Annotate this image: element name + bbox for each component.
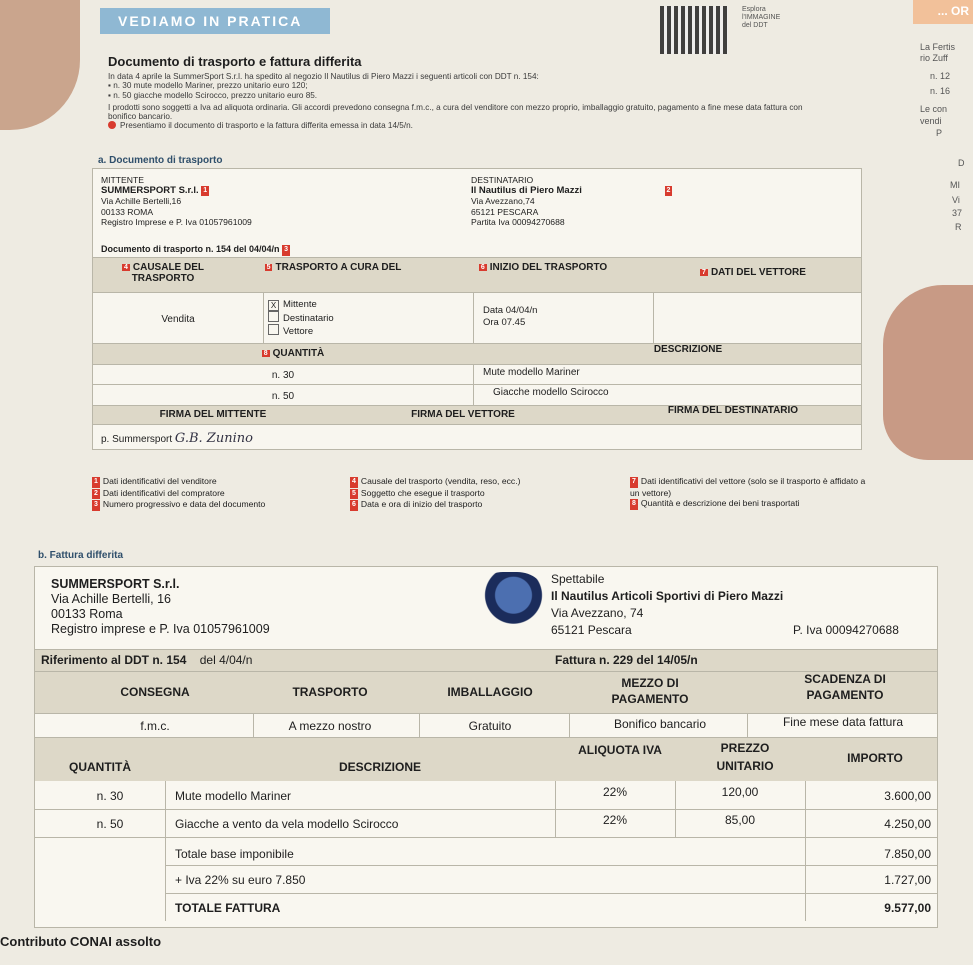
seller-block: SUMMERSPORT S.r.l. Via Achille Bertelli, 16 00133 Roma Registro imprese e P. Iva 01057961009 (51, 577, 270, 636)
grand-total-label: TOTALE FATTURA (175, 901, 281, 915)
bullet-icon (108, 121, 116, 129)
section-a-label: a. Documento di trasporto (98, 155, 223, 166)
qty-head: 8 QUANTITÀ (263, 348, 325, 359)
edge-fragment: vendi (920, 116, 942, 126)
line-qty: n. 30 (96, 789, 124, 803)
ddt-row-qty: n. 50 (271, 391, 295, 402)
buyer-vat: P. Iva 00094270688 (793, 623, 899, 637)
head-trasporto: 5 TRASPORTO A CURA DEL (266, 262, 402, 273)
legend-col-3: 7 Dati identificativi del vettore (solo se il trasporto è affidato a un vettore) 8 Quantità e descrizione dei beni trasportati (630, 476, 866, 508)
head-inizio: 6 INIZIO DEL TRASPORTO (480, 262, 608, 273)
head-causale: 4 CAUSALE DEL TRASPORTO (123, 262, 205, 284)
transport-checkboxes: X Mittente Destinatario Vettore (268, 299, 468, 337)
line-head: PREZZO UNITARIO (716, 741, 774, 773)
edge-fragment: 37 (952, 208, 963, 218)
sign-head: FIRMA DEL VETTORE (411, 409, 515, 420)
edge-fragment: Vi (952, 195, 960, 205)
edge-fragment: D (958, 158, 965, 168)
edge-fragment: P (936, 128, 943, 138)
hand-top-left (0, 0, 80, 130)
signature: G.B. Zunino (174, 431, 253, 446)
hand-right (883, 285, 973, 460)
terms-head: TRASPORTO (292, 685, 368, 699)
checkbox-mittente: X (268, 300, 279, 311)
edge-fragment: n. 12 (930, 71, 951, 81)
ddt-document (92, 168, 862, 450)
section-header-band: VEDIAMO IN PRATICA (100, 8, 330, 34)
ddt-number-line: Documento di trasporto n. 154 del 04/04/n 3 (101, 244, 288, 254)
terms-head: IMBALLAGGIO (447, 685, 533, 699)
terms-value: A mezzo nostro (288, 719, 372, 733)
terms-head: MEZZO DI PAGAMENTO (611, 676, 689, 706)
intro-text: In data 4 aprile la SummerSport S.r.l. ha spedito al negozio Il Nautilus di Piero Mazzi i seguenti articoli con DDT n. 154: ▪ n. 30 mute modello Mariner, prezzo unitario euro 120; ▪ n. 50 giacche modello Scirocco, prezzo unitario euro 85. I prodotti sono soggetti a Iva ad aliquota ordinaria. Gli accordi prevedono consegna f.m.c., a cura del venditore con mezzo proprio, imballaggio gratuito, pagamento a fine mese data fattura con bonifico bancario. Presentiamo il documento di trasporto e la fattura differita emessa in data 14/5/n. (108, 72, 803, 131)
section-b-label: b. Fattura differita (38, 550, 124, 561)
terms-value: Fine mese data fattura (782, 715, 904, 729)
sign-head: FIRMA DEL DESTINATARIO (667, 405, 799, 416)
corner-tab: ... OR (913, 0, 973, 24)
line-head: ALIQUOTA IVA (578, 743, 662, 757)
edge-fragment: R (955, 222, 962, 232)
line-qty: n. 50 (96, 817, 124, 831)
ddt-row-desc: Giacche modello Scirocco (493, 387, 609, 398)
line-price: 85,00 (724, 813, 756, 827)
grand-total-value: 9.577,00 (884, 901, 931, 915)
qr-code-icon (660, 6, 728, 54)
causale-value: Vendita (161, 314, 195, 325)
terms-head: CONSEGNA (120, 685, 190, 699)
buyer-block: Spettabile Il Nautilus Articoli Sportivi di Piero Mazzi Via Avezzano, 74 65121 Pescara (551, 572, 784, 637)
total-value: 1.727,00 (884, 873, 931, 887)
edge-fragment: Le con (920, 104, 948, 114)
checkbox-destinatario (268, 311, 279, 322)
line-rate: 22% (602, 813, 628, 827)
desc-head: DESCRIZIONE (653, 344, 723, 355)
total-label: Totale base imponibile (175, 847, 294, 861)
terms-value: f.m.c. (140, 719, 170, 733)
line-amount: 3.600,00 (884, 789, 931, 803)
terms-head: SCADENZA DI PAGAMENTO (804, 672, 886, 702)
edge-fragment: n. 16 (930, 86, 951, 96)
edge-fragment: MI (950, 180, 960, 190)
line-head: IMPORTO (847, 751, 903, 765)
total-label: + Iva 22% su euro 7.850 (175, 873, 306, 887)
legend-col-1: 1 Dati identificativi del venditore 2 Dati identificativi del compratore 3 Numero progressivo e data del documento (94, 476, 266, 509)
page-title: Documento di trasporto e fattura differita (108, 54, 362, 69)
line-desc: Giacche a vento da vela modello Scirocco (175, 817, 399, 831)
edge-fragment: La Fertis (920, 42, 956, 52)
ddt-row-qty: n. 30 (271, 370, 295, 381)
line-rate: 22% (602, 785, 628, 799)
wave-logo-icon (475, 572, 545, 630)
line-head: DESCRIZIONE (338, 760, 421, 774)
line-desc: Mute modello Mariner (175, 789, 292, 803)
qr-caption: Esplora l'IMMAGINE del DDT (742, 6, 781, 29)
terms-value: Gratuito (468, 719, 512, 733)
total-value: 7.850,00 (884, 847, 931, 861)
head-vettore: 7 DATI DEL VETTORE (702, 267, 806, 278)
line-amount: 4.250,00 (884, 817, 931, 831)
recipient-block: DESTINATARIO Il Nautilus di Piero Mazzi 2 Via Avezzano,74 65121 PESCARA Partita Iva 00094270688 (471, 175, 671, 227)
sign-left: p. Summersport G.B. Zunino (101, 431, 253, 446)
conai-footer: Contributo CONAI assolto (0, 934, 162, 949)
line-heads-bar (35, 737, 937, 781)
terms-value: Bonifico bancario (613, 717, 707, 731)
invoice-number: Fattura n. 229 del 14/05/n (555, 653, 698, 667)
sender-block: MITTENTE SUMMERSPORT S.r.l. 1 Via Achille Bertelli,16 00133 ROMA Registro Imprese e P. Iva 01057961009 (101, 175, 252, 227)
sign-head: FIRMA DEL MITTENTE (159, 409, 267, 420)
line-price: 120,00 (721, 785, 759, 799)
checkbox-vettore (268, 324, 279, 335)
edge-fragment: rio Zuff (920, 53, 948, 63)
legend-col-2: 4 Causale del trasporto (vendita, reso, ecc.) 5 Soggetto che esegue il trasporto 6 Data e ora di inizio del trasporto (352, 476, 521, 509)
line-head: QUANTITÀ (69, 760, 131, 774)
ddt-row-desc: Mute modello Mariner (483, 367, 580, 378)
ref-ddt: Riferimento al DDT n. 154 del 4/04/n (41, 653, 253, 667)
inizio-value: Data 04/04/n Ora 07.45 (483, 305, 538, 328)
